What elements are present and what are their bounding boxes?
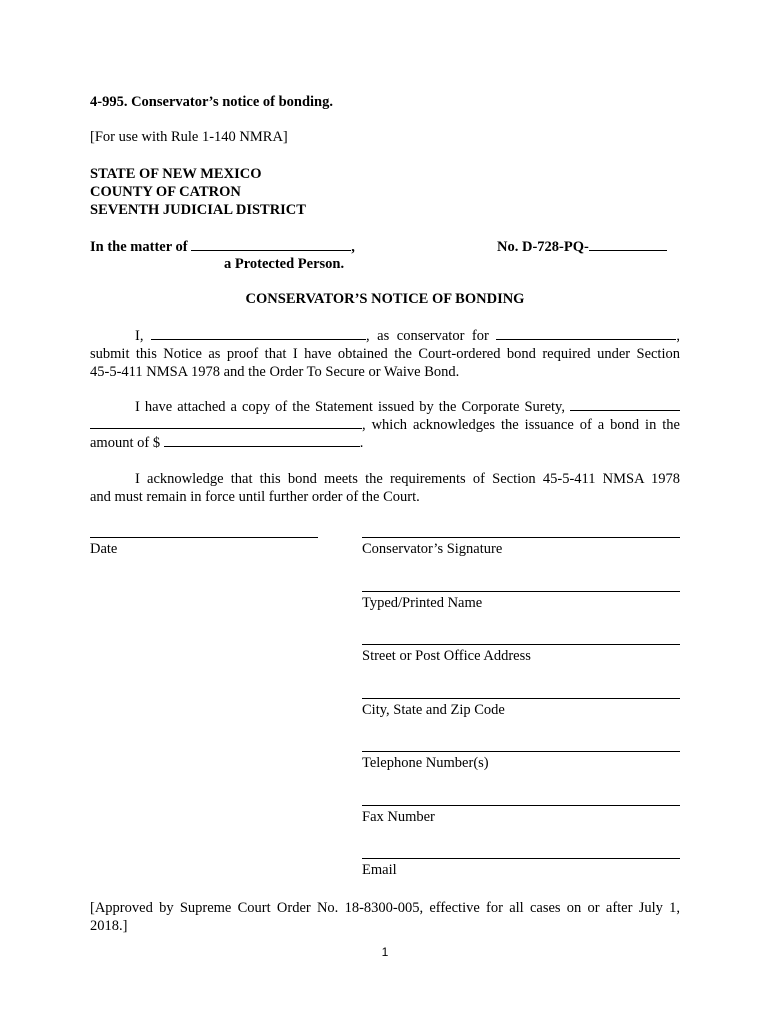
fax-label: Fax Number (362, 809, 435, 825)
rule-note: [For use with Rule 1-140 NMRA] (90, 129, 288, 145)
form-heading: 4-995. Conservator’s notice of bonding. (90, 94, 333, 110)
court-state: STATE OF NEW MEXICO (90, 166, 262, 182)
surety-name-continued-blank[interactable] (90, 416, 362, 429)
conservator-name-blank[interactable] (151, 327, 366, 340)
paragraph-surety (90, 398, 680, 452)
paragraph-acknowledgement (90, 470, 680, 506)
approval-note (90, 899, 680, 935)
address-line[interactable] (362, 644, 680, 645)
fax-line[interactable] (362, 805, 680, 806)
email-line[interactable] (362, 858, 680, 859)
acknowledges-text: , which acknowledges the issuance of a bond in the (362, 417, 680, 433)
bond-amount-blank[interactable] (164, 434, 360, 447)
surety-text: I have attached a copy of the Statement issued by the Corporate Surety, (135, 399, 565, 415)
approval-line: 2018.] (90, 918, 128, 934)
document-title: CONSERVATOR’S NOTICE OF BONDING (245, 291, 525, 307)
address-label: Street or Post Office Address (362, 648, 531, 664)
matter-name-blank[interactable] (191, 238, 351, 251)
court-district: SEVENTH JUDICIAL DISTRICT (90, 202, 306, 218)
approval-line: [Approved by Supreme Court Order No. 18-8300-005, effective for all cases on or after July 1, (90, 900, 680, 916)
pronoun-i: I, (135, 328, 144, 344)
period: . (359, 435, 364, 451)
case-number-blank[interactable] (589, 238, 667, 251)
conservator-signature-line[interactable] (362, 537, 680, 538)
paragraph-line: and must remain in force until further order of the Court. (90, 489, 420, 505)
protected-person-label: a Protected Person. (224, 256, 345, 272)
date-line[interactable] (90, 537, 318, 538)
paragraph-line (90, 434, 680, 452)
paragraph-line (90, 416, 680, 434)
court-county: COUNTY OF CATRON (90, 184, 241, 200)
case-number (497, 238, 667, 256)
paragraph-line (90, 327, 680, 345)
paragraph-line: 45-5-411 NMSA 1978 and the Order To Secure or Waive Bond. (90, 364, 460, 380)
conservator-signature-label: Conservator’s Signature (362, 541, 503, 557)
paragraph-conservator (90, 327, 680, 381)
paragraph-line (90, 398, 680, 416)
paragraph-line: I acknowledge that this bond meets the requirements of Section 45-5-411 NMSA 1978 (135, 471, 680, 487)
typed-name-line[interactable] (362, 591, 680, 592)
matter-prefix: In the matter of (90, 239, 188, 255)
email-label: Email (362, 862, 397, 878)
typed-name-label: Typed/Printed Name (362, 595, 483, 611)
case-number-prefix: No. D-728-PQ- (497, 239, 589, 255)
matter-comma: , (351, 239, 355, 255)
telephone-label: Telephone Number(s) (362, 755, 489, 771)
city-state-zip-label: City, State and Zip Code (362, 702, 505, 718)
amount-prefix: amount of $ (90, 435, 161, 451)
matter-line (90, 238, 355, 256)
date-label: Date (90, 541, 118, 557)
protected-person-blank[interactable] (496, 327, 676, 340)
as-conservator-text: , as conservator for (366, 328, 489, 344)
paragraph-line: submit this Notice as proof that I have obtained the Court-ordered bond required under Section (90, 346, 680, 362)
city-state-zip-line[interactable] (362, 698, 680, 699)
surety-name-blank[interactable] (570, 398, 680, 411)
comma: , (676, 328, 680, 344)
page-number: 1 (381, 945, 389, 959)
telephone-line[interactable] (362, 751, 680, 752)
